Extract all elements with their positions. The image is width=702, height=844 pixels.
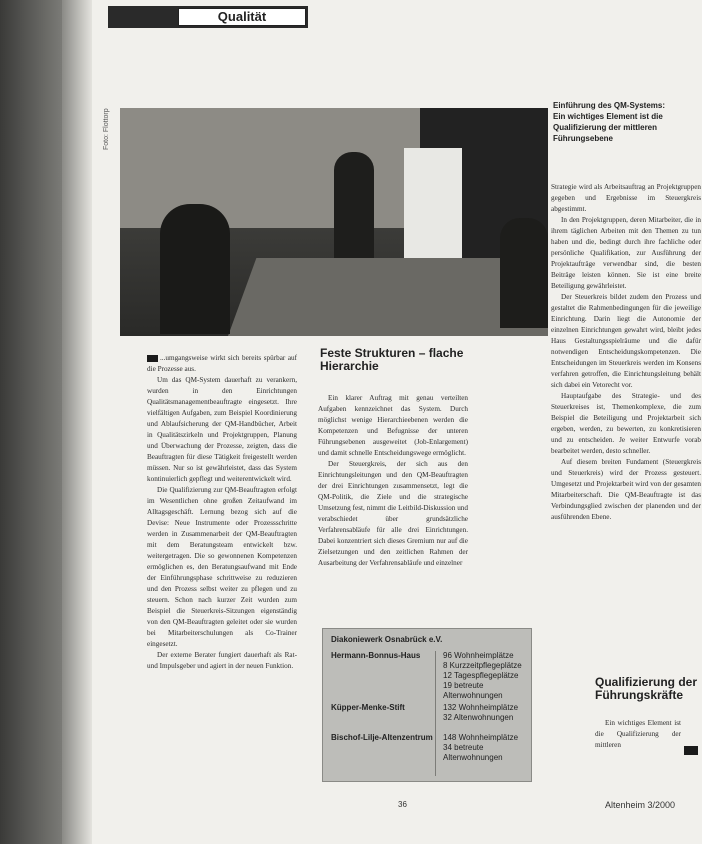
page-number: 36 [398,800,407,809]
photo-participant-right [500,218,548,328]
photo-caption: Einführung des QM-Systems: Ein wichtiges Element ist die Qualifizierung der mittleren Führungsebene [553,101,666,143]
paragraph: Ein wichtiges Element ist die Qualifizierung der mittleren [595,719,681,749]
paragraph [147,353,297,375]
capacity-line: 148 Wohnheimplätze [443,733,519,742]
article-column-1 [147,353,297,672]
paragraph: Der Steuerkreis bildet zudem den Prozess und gestaltet die Rahmenbedingungen für die jeweilige Einrichtung. Darin liegt die Autonomie der einzelnen Einrichtungen gewahrt wird, bleibt jedes Haus Gestaltungsspielräume und die dafür notwendigen Entscheidungskompetenzen. Die Entscheidungen im Steuerkreis werden im Konsens verfahren getroffen, die Einrichtungsleitung behält sich dabei ein Vetorecht vor. [551,293,701,389]
article-column-2 [318,393,468,569]
meeting-photo [120,108,548,336]
article-end-marker-icon [684,746,698,755]
paragraph: Um das QM-System dauerhaft zu verankern, wurden in den Einrichtungen Qualitätsmanagementbeauftragte eingesetzt. Ihre vielfältigen Aufgaben, zum Beispiel Koordinierung und Ablaufsicherung der QM-Handbücher, Arbeit in Qualitätszirkeln und Projektgruppen, Planung und Überwachung der Prozesse, zeigten, dass die Beauftragten für diese Tätigkeit freigestellt werden müssen. Nur so ist gewährleistet, dass das System kontinuierlich gepflegt und weiterentwickelt wird. [147,376,297,483]
continuation-arrow-icon [147,355,158,362]
capacity-line: 96 Wohnheimplätze [443,651,514,660]
capacity-line: 34 betreute Altenwohnungen [443,743,503,762]
infobox-title: Diakoniewerk Osnabrück e.V. [331,635,443,644]
facility-capacity [443,733,537,763]
adjacent-pages-edge [0,0,62,844]
capacity-line: 32 Altenwohnungen [443,713,514,722]
paragraph: Die Qualifizierung zur QM-Beauftragten erfolgt im Wesentlichen ohne großen Zeitaufwand im Alltagsgeschäft. Lernung bezog sich auf die Devise: Neue Instrumente oder Prozessschritte werden in Zusammenarbeit der QM-Beauftragten mit dem Beratungsteam entwickelt bzw. weitergetragen. Die so gewonnenen Kompetenzen ermöglichen es, den Beratungsaufwand mit Ende der Einführungsphase schrittweise zu reduzieren und den Prozess selbst weiter zu pflegen und zu steuern. Schon nach kurzer Zeit wurden zum Beispiel die Steuerkreis-Sitzungen eigenständig von den QM-Beauftragten geleitet oder sie wurden bei Mitarbeiterschulungen als Co-Trainer eingesetzt. [147,486,297,648]
capacity-line: 8 Kurzzeitpflegeplätze [443,661,522,670]
facility-capacity [443,703,537,723]
photo-credit: Foto: Flottorp [103,108,110,150]
infobox-divider [435,651,436,776]
facility-capacity [443,651,537,701]
article-column-3 [551,182,701,523]
photo-participant-left [160,204,230,334]
capacity-line: 132 Wohnheimplätze [443,703,519,712]
section-heading-qualification: Qualifizierung der Führungskräfte [595,675,698,702]
photo-flipchart [404,148,462,260]
section-header-label: Qualität [178,8,306,26]
photo-presenter [334,152,374,272]
facility-name: Bischof-Lilje-Altenzentrum [331,733,433,742]
facility-name: Küpper-Menke-Stift [331,703,405,712]
capacity-line: 12 Tagespflegeplätze [443,671,519,680]
paragraph-text: ...umgangsweise wirkt sich bereits spürbar auf die Prozesse aus. [147,354,297,373]
capacity-line: 19 betreute Altenwohnungen [443,681,503,700]
paragraph: Strategie wird als Arbeitsauftrag an Projektgruppen gegeben und Ergebnisse im Steuergkreis abgestimmt. [551,183,701,213]
paragraph: Hauptaufgabe des Strategie- und des Steuerkreises ist, Themenkomplexe, die zum Beispiel die Beteiligung und Projektarbeit sich ergeben, werden, zu bewerten, zu konkretisieren und zu entscheiden. Je weiter Entwurfe vorab bearbeitet werden, desto schneller. [551,392,701,455]
paragraph: Der externe Berater fungiert dauerhaft als Rat- und Impulsgeber und agiert in der neuen Funktion. [147,651,297,670]
magazine-issue: Altenheim 3/2000 [605,800,676,810]
section-heading-structures: Feste Strukturen – flache Hierarchie [320,346,464,373]
page-spine-shadow [62,0,92,844]
paragraph: In den Projektgruppen, deren Mitarbeiter, die in ihrem täglichen Arbeiten mit den Themen zu tun haben und die, bedingt durch ihre fachliche oder persönliche Qualifikation, zur Ausführung der Projektaufträge verwendbar sind, die besten Beiträge leisten können. Sie ist eine breite Beteiligung gewährleistet. [551,216,701,290]
paragraph: Der Steuergkreis, der sich aus den Einrichtungsleitungen und den QM-Beauftragten der drei Einrichtungen zusammensetzt, legt die QM-Politik, die Ziele und die strategische Umsetzung fest, nimmt die Leitbild-Diskussion und verabschiedet über grundsätzliche Verfahrensabläufe für alle drei Einrichtungen. Dabei konzentriert sich dieses Gremium nur auf die Zielsetzungen und den zeitlichen Rahmen der Ausarbeitung der Verfahrensabläufe und einzelner [318,460,468,567]
article-column-3-tail [595,718,681,751]
paragraph: Auf diesem breiten Fundament (Steuergkreis und Steuerkreis) wird der Prozess gesteuert. Umgesetzt und Projektarbeit wird von der gesamten Mitarbeiterschaft. Die QM-Beauftragte ist das Verbindungsglied zwischen der planenden und der ausführenden Ebene. [551,458,701,521]
paragraph: Ein klarer Auftrag mit genau verteilten Aufgaben kennzeichnet das System. Durch möglichst wenige Hierarchieebenen werden die Kompetenzen und Befugnisse der unteren Führungsebenen ausgeweitet (Job-Enlargement) und damit schnelle Entscheidungswege ermöglicht. [318,394,468,457]
facility-name: Hermann-Bonnus-Haus [331,651,421,660]
facilities-infobox [322,628,532,782]
